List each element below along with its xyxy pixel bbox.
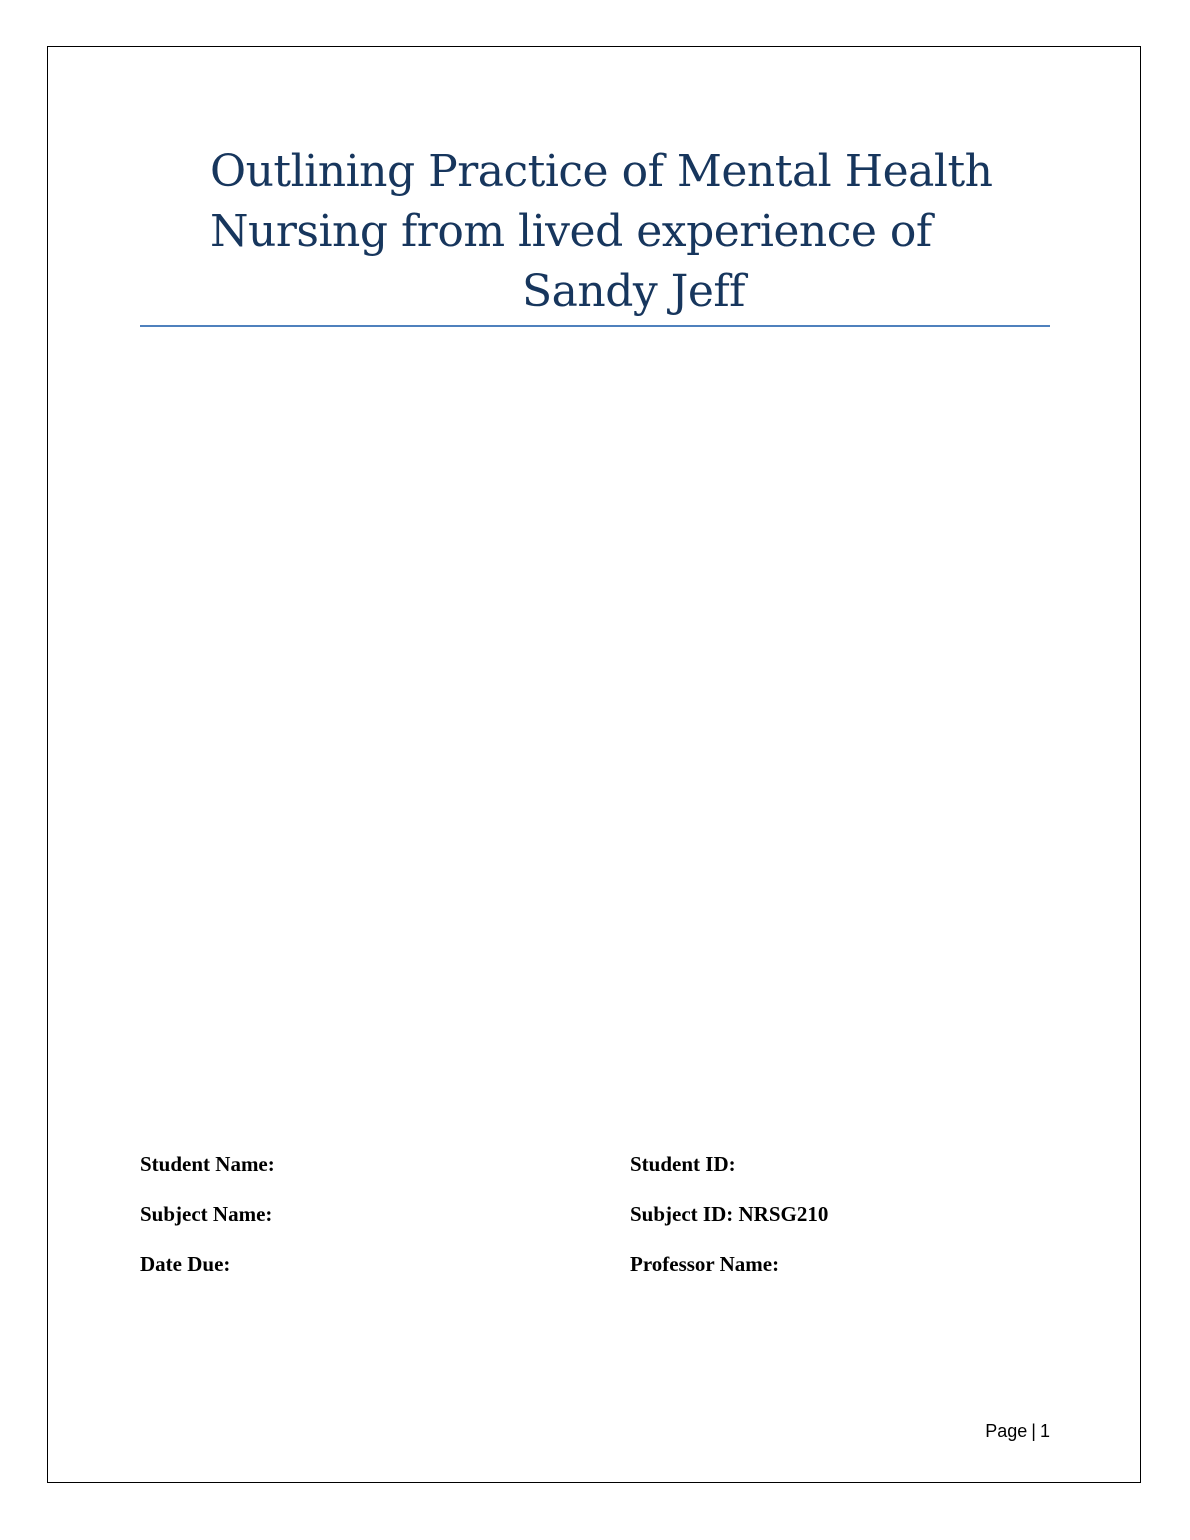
subject-id-label: Subject ID: NRSG210: [630, 1202, 829, 1226]
page-number: 1: [1039, 1421, 1050, 1441]
professor-name-label: Professor Name:: [630, 1252, 780, 1276]
date-due-label: Date Due:: [140, 1252, 231, 1276]
page-footer: [985, 1420, 1050, 1442]
title-line-1: Outlining Practice of Mental Health: [210, 146, 993, 197]
student-name-label: Student Name:: [140, 1152, 275, 1176]
page-separator: |: [1031, 1421, 1036, 1441]
title-line-2: Nursing from lived experience of: [210, 206, 932, 257]
subject-name-label: Subject Name:: [140, 1202, 273, 1226]
student-id-label: Student ID:: [630, 1152, 736, 1176]
title-line-3: Sandy Jeff: [522, 266, 745, 317]
title-underline: [140, 325, 1050, 327]
page-label: Page: [985, 1421, 1028, 1441]
document-title: [210, 142, 1050, 322]
